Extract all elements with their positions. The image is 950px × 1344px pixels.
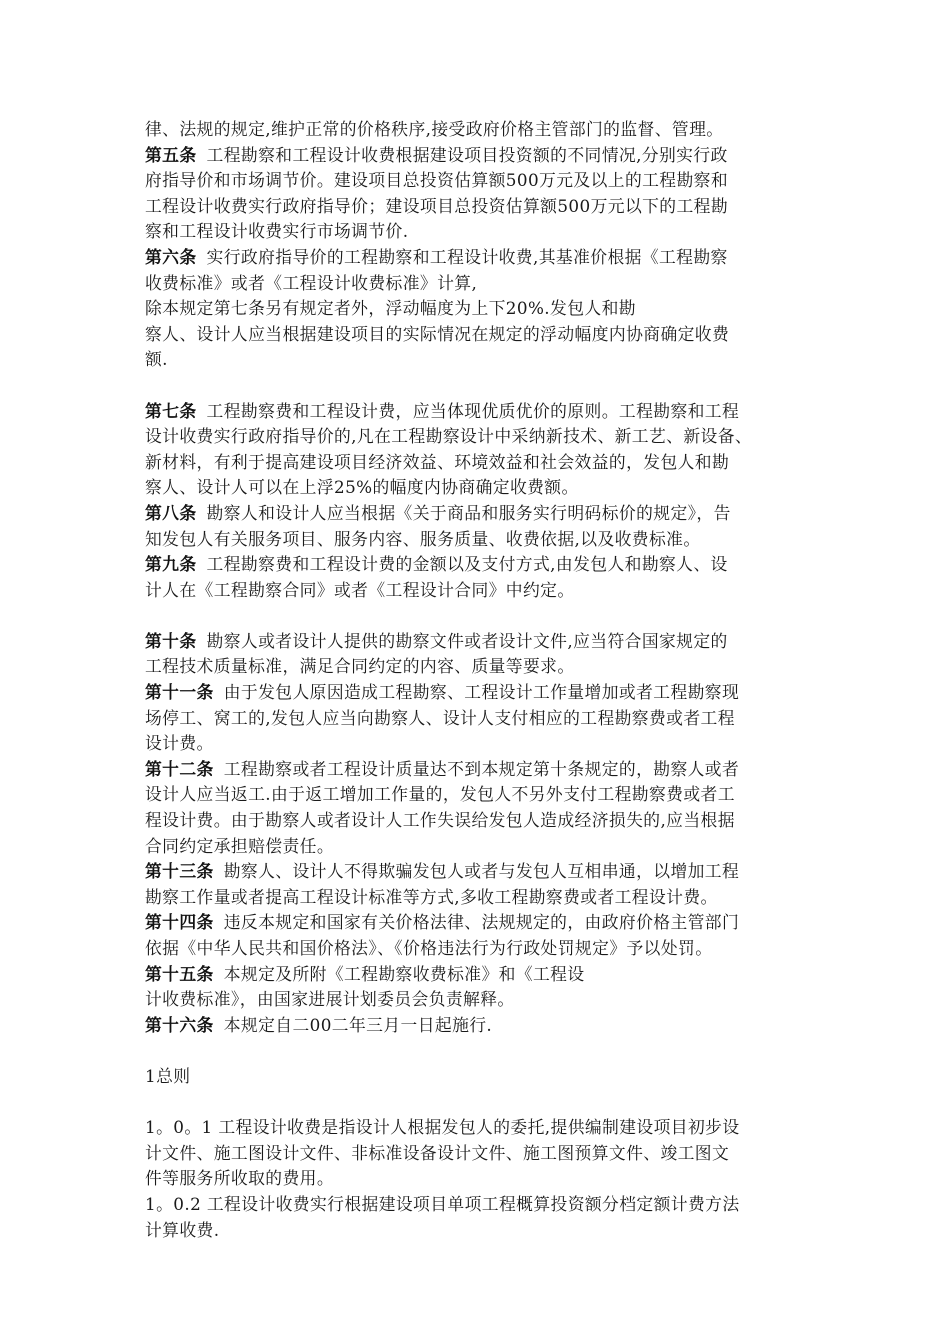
text-line: [145, 782, 825, 808]
article-heading: 第十五条: [145, 963, 214, 984]
text-line: [145, 578, 825, 604]
text-line: [145, 1192, 825, 1218]
line-text: 本规定自二00二年三月一日起施行.: [223, 1014, 493, 1035]
line-text: 工程设计收费实行政府指导价；建设项目总投资估算额500万元以下的工程勘: [145, 195, 729, 216]
line-text: 勘察人或者设计人提供的勘察文件或者设计文件,应当符合国家规定的: [206, 630, 728, 651]
text-line: [145, 1141, 825, 1167]
article-heading: 第十六条: [145, 1014, 214, 1035]
text-line: [145, 1064, 825, 1090]
line-text: 违反本规定和国家有关价格法律、法规规定的，由政府价格主管部门: [223, 912, 740, 933]
line-text: 程设计费。由于勘察人或者设计人工作失误给发包人造成经济损失的,应当根据: [145, 810, 735, 831]
article-line: [145, 859, 825, 885]
line-text: 新材料，有利于提高建设项目经济效益、环境效益和社会效益的，发包人和勘: [145, 451, 730, 472]
line-text: 律、法规的规定,维护正常的价格秩序,接受政府价格主管部门的监督、管理。: [145, 119, 724, 139]
article-line: [145, 399, 825, 425]
line-text: 1。0。1 工程设计收费是指设计人根据发包人的委托,提供编制建设项目初步设: [145, 1117, 740, 1138]
line-text: 收费标准》或者《工程设计收费标准》计算,: [145, 272, 478, 293]
line-text: 由于发包人原因造成工程勘察、工程设计工作量增加或者工程勘察现: [223, 682, 740, 703]
line-text: 件等服务所收取的费用。: [145, 1168, 334, 1189]
line-text: 计人在《工程勘察合同》或者《工程设计合同》中约定。: [145, 579, 575, 600]
line-text: 察人、设计人应当根据建设项目的实际情况在规定的浮动幅度内协商确定收费: [145, 323, 730, 344]
line-text: 勘察工作量或者提高工程设计标准等方式,多收工程勘察费或者工程设计费。: [145, 886, 718, 907]
article-line: [145, 552, 825, 578]
text-line: [145, 347, 825, 373]
line-text: 设计费。: [145, 733, 214, 754]
text-line: [145, 271, 825, 297]
line-text: 设计人应当返工.由于返工增加工作量的，发包人不另外支付工程勘察费或者工: [145, 784, 735, 805]
line-text: 知发包人有关服务项目、服务内容、服务质量、收费依据,以及收费标准。: [145, 528, 701, 549]
line-text: 依据《中华人民共和国价格法》、《价格违法行为行政处罚规定》予以处罚。: [145, 938, 713, 958]
document-page: [145, 117, 825, 1243]
text-line: [145, 168, 825, 194]
paragraph-gap: [145, 1090, 825, 1116]
article-heading: 第八条: [145, 502, 197, 523]
text-line: [145, 322, 825, 348]
line-text: 额.: [145, 349, 168, 370]
line-text: 实行政府指导价的工程勘察和工程设计收费,其基准价根据《工程勘察: [206, 246, 728, 267]
line-text: 察人、设计人可以在上浮25%的幅度内协商确定收费额。: [145, 477, 579, 498]
line-text: 工程勘察和工程设计收费根据建设项目投资额的不同情况,分别实行政: [206, 144, 728, 165]
text-line: [145, 885, 825, 911]
line-text: 工程勘察费和工程设计费的金额以及支付方式,由发包人和勘察人、设: [206, 554, 728, 575]
text-line: [145, 194, 825, 220]
line-text: 工程勘察或者工程设计质量达不到本规定第十条规定的，勘察人或者: [223, 758, 740, 779]
article-heading: 第九条: [145, 554, 197, 575]
text-line: [145, 808, 825, 834]
text-line: [145, 527, 825, 553]
article-line: [145, 1013, 825, 1039]
line-text: 1总则: [145, 1065, 191, 1086]
article-line: [145, 143, 825, 169]
article-heading: 第十一条: [145, 682, 214, 703]
line-text: 勘察人、设计人不得欺骗发包人或者与发包人互相串通，以增加工程: [223, 861, 740, 882]
text-line: [145, 424, 825, 450]
article-heading: 第十四条: [145, 912, 214, 933]
text-line: [145, 706, 825, 732]
line-text: 府指导价和市场调节价。建设项目总投资估算额500万元及以上的工程勘察和: [145, 170, 729, 191]
text-line: [145, 936, 825, 962]
line-text: 合同约定承担赔偿责任。: [145, 835, 334, 856]
line-text: 场停工、窝工的,发包人应当向勘察人、设计人支付相应的工程勘察费或者工程: [145, 707, 735, 728]
text-line: [145, 117, 825, 143]
article-line: [145, 245, 825, 271]
line-text: 计算收费.: [145, 1219, 220, 1240]
article-line: [145, 680, 825, 706]
line-text: 除本规定第七条另有规定者外，浮动幅度为上下20%.发包人和勘: [145, 298, 636, 319]
text-line: [145, 450, 825, 476]
article-line: [145, 501, 825, 527]
text-line: [145, 731, 825, 757]
article-heading: 第十三条: [145, 861, 214, 882]
paragraph-gap: [145, 373, 825, 399]
line-text: 本规定及所附《工程勘察收费标准》和《工程设: [223, 963, 585, 984]
text-line: [145, 475, 825, 501]
text-line: [145, 1218, 825, 1244]
article-line: [145, 962, 825, 988]
line-text: 工程勘察费和工程设计费，应当体现优质优价的原则。工程勘察和工程: [206, 400, 740, 421]
article-heading: 第六条: [145, 246, 197, 267]
line-text: 计收费标准》，由国家进展计划委员会负责解释。: [145, 989, 515, 1010]
article-line: [145, 757, 825, 783]
line-text: 计文件、施工图设计文件、非标准设备设计文件、施工图预算文件、竣工图文: [145, 1142, 730, 1163]
article-heading: 第五条: [145, 144, 197, 165]
article-heading: 第十条: [145, 630, 197, 651]
line-text: 设计收费实行政府指导价的,凡在工程勘察设计中采纳新技术、新工艺、新设备、: [145, 426, 753, 447]
paragraph-gap: [145, 1038, 825, 1064]
article-line: [145, 910, 825, 936]
text-line: [145, 296, 825, 322]
text-line: [145, 219, 825, 245]
paragraph-gap: [145, 603, 825, 629]
text-line: [145, 1115, 825, 1141]
text-line: [145, 834, 825, 860]
line-text: 1。0.2 工程设计收费实行根据建设项目单项工程概算投资额分档定额计费方法: [145, 1193, 740, 1214]
text-line: [145, 1166, 825, 1192]
line-text: 察和工程设计收费实行市场调节价.: [145, 221, 409, 242]
article-line: [145, 629, 825, 655]
line-text: 勘察人和设计人应当根据《关于商品和服务实行明码标价的规定》，告: [206, 502, 731, 523]
text-line: [145, 654, 825, 680]
article-heading: 第十二条: [145, 758, 214, 779]
article-heading: 第七条: [145, 400, 197, 421]
line-text: 工程技术质量标准，满足合同约定的内容、质量等要求。: [145, 656, 575, 677]
text-line: [145, 987, 825, 1013]
